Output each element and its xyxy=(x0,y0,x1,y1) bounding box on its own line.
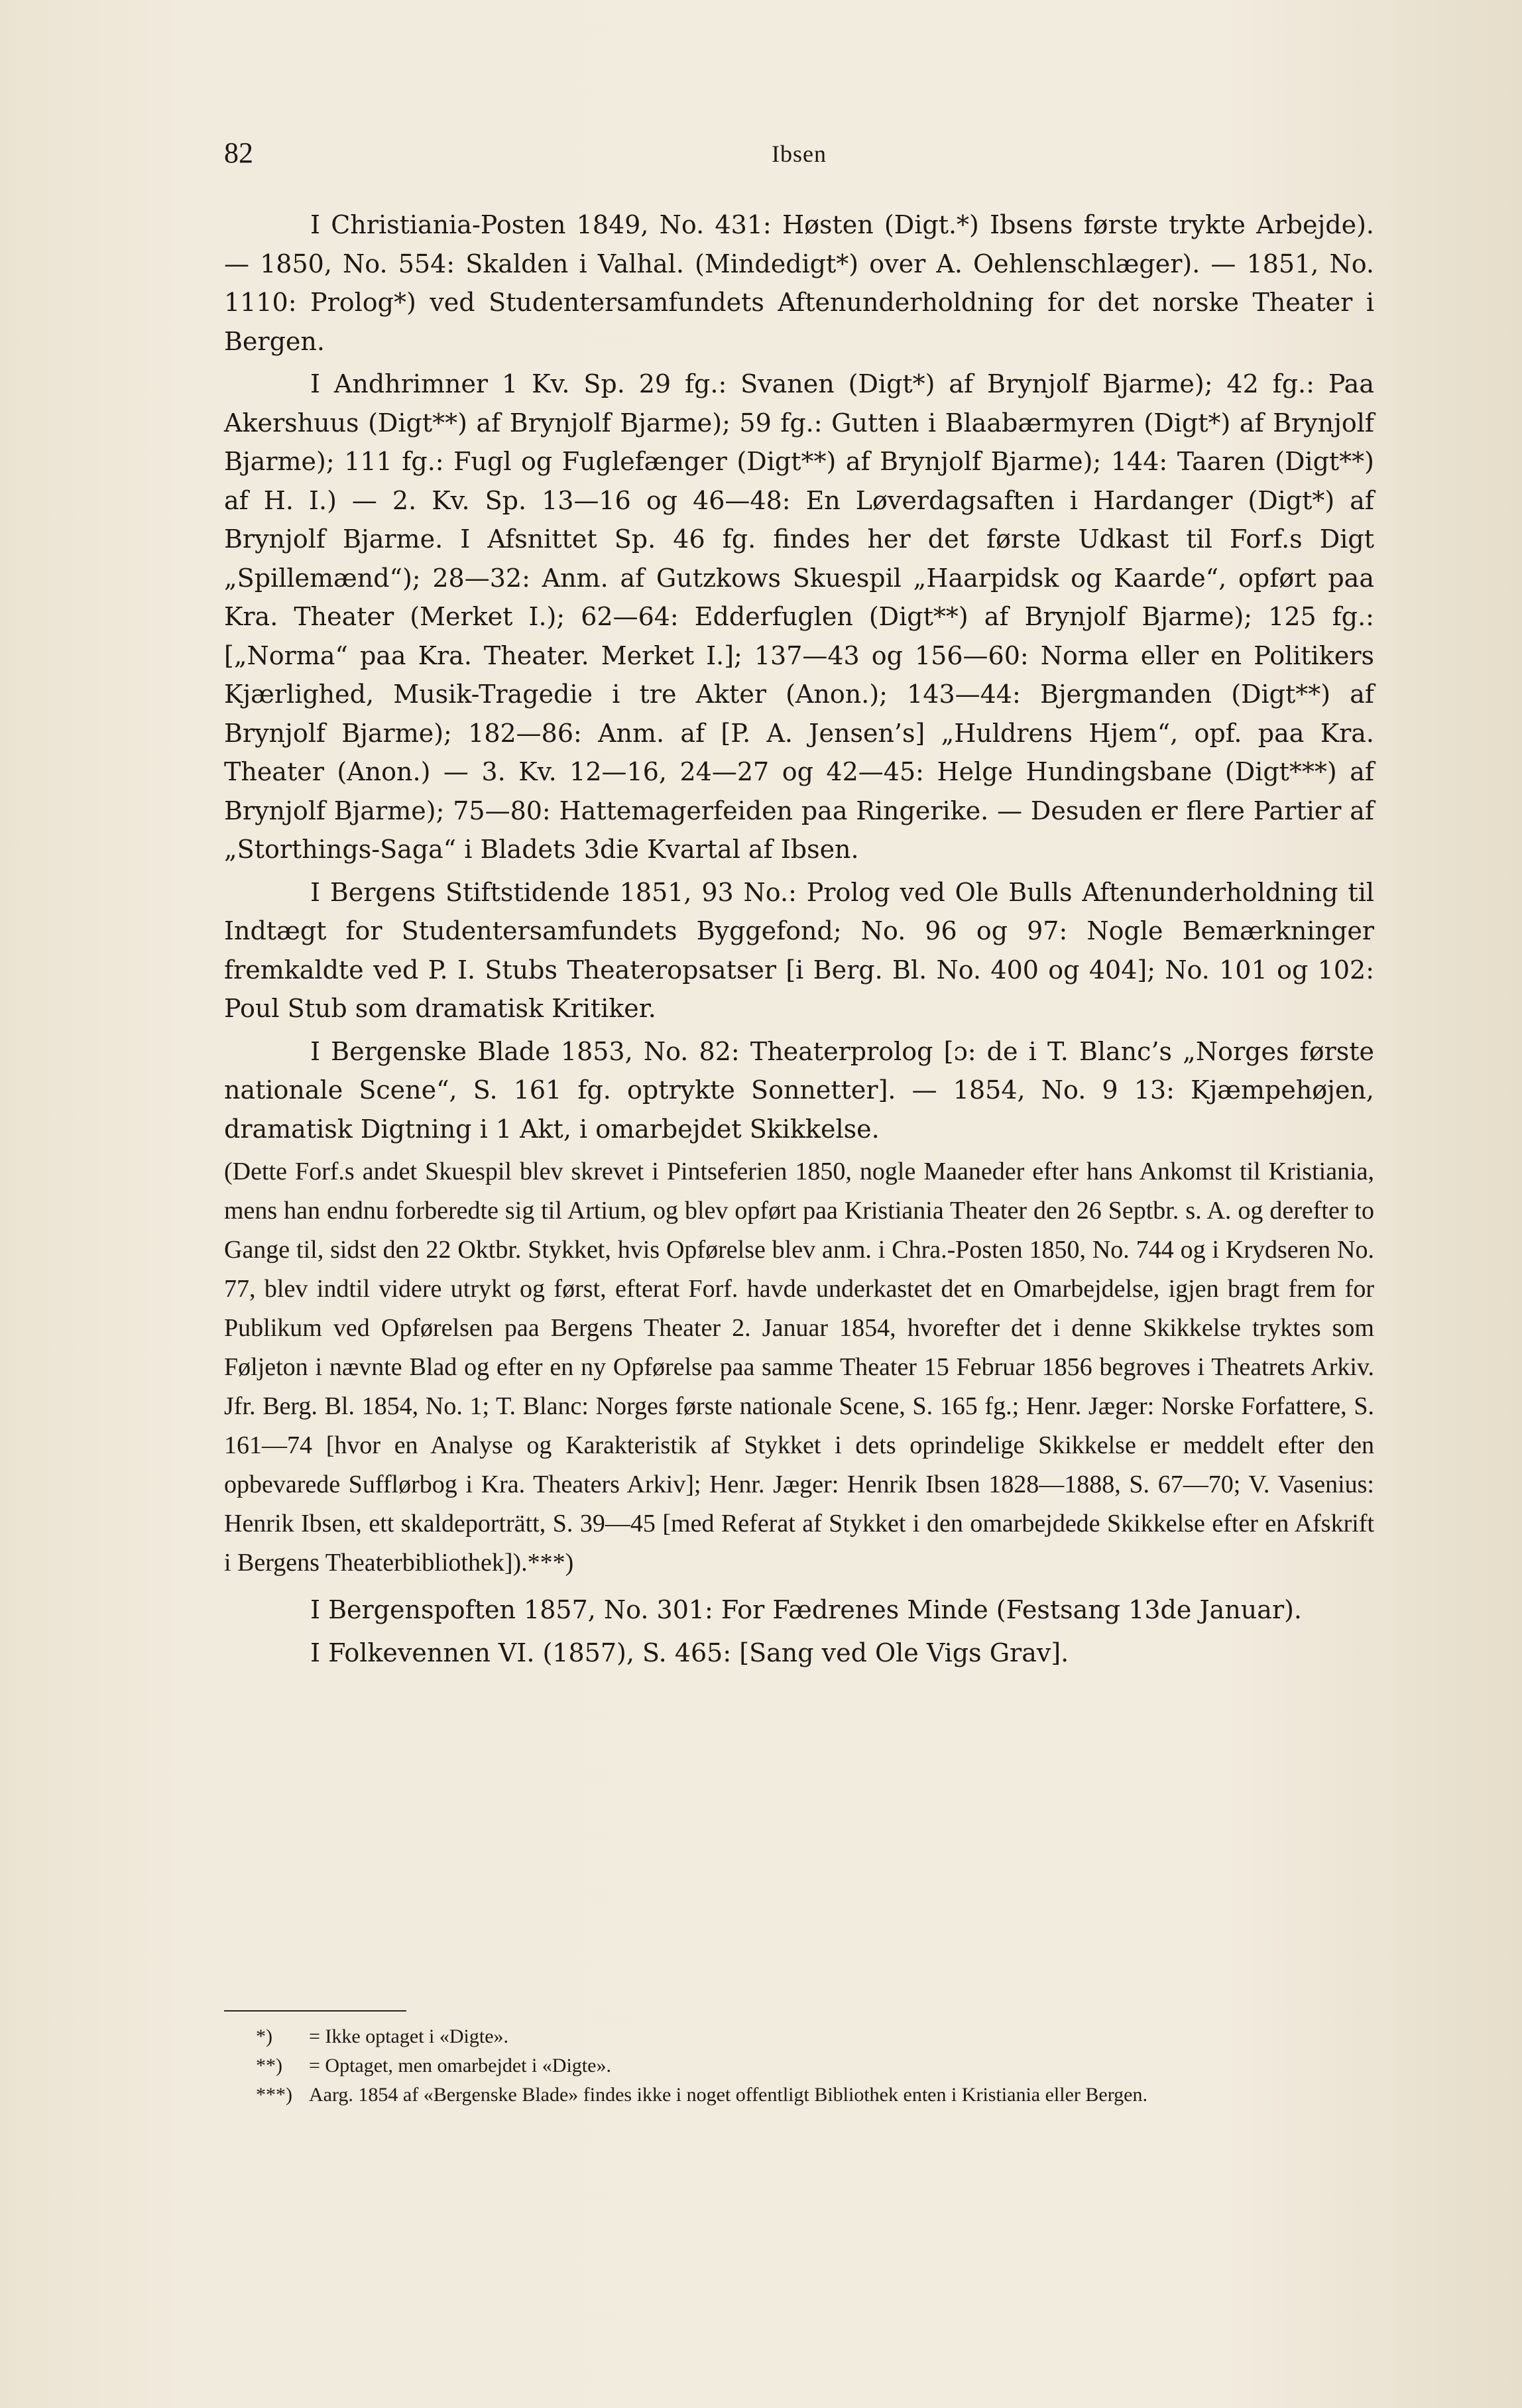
footnotes xyxy=(224,2022,1374,2110)
entry-andhrimner: I Andhrimner 1 Kv. Sp. 29 fg.: Svanen (Digt*) af Brynjolf Bjarme); 42 fg.: Paa Akershuus (Digt**) af Brynjolf Bjarme); 59 fg.: Gutten i Blaabærmyren (Digt*) af Brynjolf Bjarme); 111 fg.: Fugl og Fuglefænger (Digt**) af Brynjolf Bjarme); 144: Taaren (Digt**) af H. I.) — 2. Kv. Sp. 13—16 og 46—48: En Løverdagsaften i Hardanger (Digt*) af Brynjolf Bjarme. I Afsnittet Sp. 46 fg. findes her det første Udkast til Forf.s Digt „Spillemænd“); 28—32: Anm. af Gutzkows Skuespil „Haarpidsk og Kaarde“, opført paa Kra. Theater (Merket I.); 62—64: Edderfuglen (Digt**) af Brynjolf Bjarme); 125 fg.: [„Norma“ paa Kra. Theater. Merket I.]; 137—43 og 156—60: Norma eller en Politikers Kjærlighed, Musik-Tragedie i tre Akter (Anon.); 143—44: Bjergmanden (Digt**) af Brynjolf Bjarme); 182—86: Anm. af [P. A. Jensen’s] „Huldrens Hjem“, opf. paa Kra. Theater (Anon.) — 3. Kv. 12—16, 24—27 og 42—45: Helge Hundingsbane (Digt***) af Brynjolf Bjarme); 75—80: Hattemagerfeiden paa Ringerike. — Desuden er flere Partier af „Storthings-Saga“ i Bladets 3die Kvartal af Ibsen. xyxy=(224,369,1374,864)
page-number: 82 xyxy=(224,137,253,169)
note-paragraph: (Dette Forf.s andet Skuespil blev skrevet i Pintseferien 1850, nogle Maaneder efter hans Ankomst til Kristiania, mens han endnu forberedte sig til Artium, og blev opført paa Kristiania Theater den 26 Septbr. s. A. og derefter to Gange til, sidst den 22 Oktbr. Stykket, hvis Opførelse blev anm. i Chra.-Posten 1850, No. 744 og i Krydseren No. 77, blev indtil videre utrykt og først, efterat Forf. havde underkastet det en Omarbejdelse, igjen bragt frem for Publikum ved Opførelsen paa Bergens Theater 2. Januar 1854, hvorefter det i denne Skikkelse tryktes som Føljeton i nævnte Blad og efter en ny Opførelse paa samme Theater 15 Februar 1856 begroves i Theatrets Arkiv. Jfr. Berg. Bl. 1854, No. 1; T. Blanc: Norges første nationale Scene, S. 165 fg.; Henr. Jæger: Norske Forfattere, S. 161—74 [hvor en Analyse og Karakteristik af Stykket i dets oprindelige Skikkelse er meddelt efter den opbevarede Sufflørbog i Kra. Theaters Arkiv]; Henr. Jæger: Henrik Ibsen 1828—1888, S. 67—70; V. Vasenius: Henrik Ibsen, ett skaldeporträtt, S. 39—45 [med Referat af Stykket i den omarbejdede Skikkelse efter en Afskrift i Bergens Theaterbibliothek]).***) xyxy=(224,1158,1374,1577)
entry-christiania-posten: I Christiania-Posten 1849, No. 431: Høsten (Digt.*) Ibsens første trykte Arbejde). — 1850, No. 554: Skalden i Valhal. (Mindedigt*) over A. Oehlenschlæger). — 1851, No. 1110: Prolog*) ved Studentersamfundets Aftenunderholdning for det norske Theater i Bergen. xyxy=(224,210,1374,356)
footnote-text: = Ikke optaget i «Digte». xyxy=(309,2025,509,2047)
page-body xyxy=(224,206,1374,1676)
footnote xyxy=(224,2022,1374,2051)
footnote-mark: *) xyxy=(256,2025,272,2047)
footnote-text: Aarg. 1854 af «Bergenske Blade» findes ikke i noget offentligt Bibliothek enten i Kristiania eller Bergen. xyxy=(309,2084,1147,2106)
footnote xyxy=(224,2080,1374,2110)
footnote-mark: ***) xyxy=(256,2084,292,2106)
entry-bergenske-blade: I Bergenske Blade 1853, No. 82: Theaterprolog [ɔ: de i T. Blanc’s „Norges første nationale Scene“, S. 161 fg. optrykte Sonnetter]. — 1854, No. 9 13: Kjæmpehøjen, dramatisk Digtning i 1 Akt, i omarbejdet Skikkelse. xyxy=(224,1036,1374,1144)
entry-bergens-stiftstidende: I Bergens Stiftstidende 1851, 93 No.: Prolog ved Ole Bulls Aftenunderholdning til Indtægt for Studentersamfundets Byggefond; No. 96 og 97: Nogle Bemærkninger fremkaldte ved P. I. Stubs Theateropsatser [i Berg. Bl. No. 400 og 404]; No. 101 og 102: Poul Stub som dramatisk Kritiker. xyxy=(224,877,1374,1023)
entry-bergensposten: I Bergenspoften 1857, No. 301: For Fædrenes Minde (Festsang 13de Januar). xyxy=(310,1595,1303,1624)
entry-folkevennen: I Folkevennen VI. (1857), S. 465: [Sang ved Ole Vigs Grav]. xyxy=(310,1638,1069,1667)
running-head: Ibsen xyxy=(772,141,827,167)
footnote-mark: **) xyxy=(256,2055,282,2077)
footnote-text: = Optaget, men omarbejdet i «Digte». xyxy=(309,2055,611,2077)
footnote-divider xyxy=(224,2010,406,2012)
footnote xyxy=(224,2051,1374,2080)
page-header xyxy=(224,136,1374,176)
